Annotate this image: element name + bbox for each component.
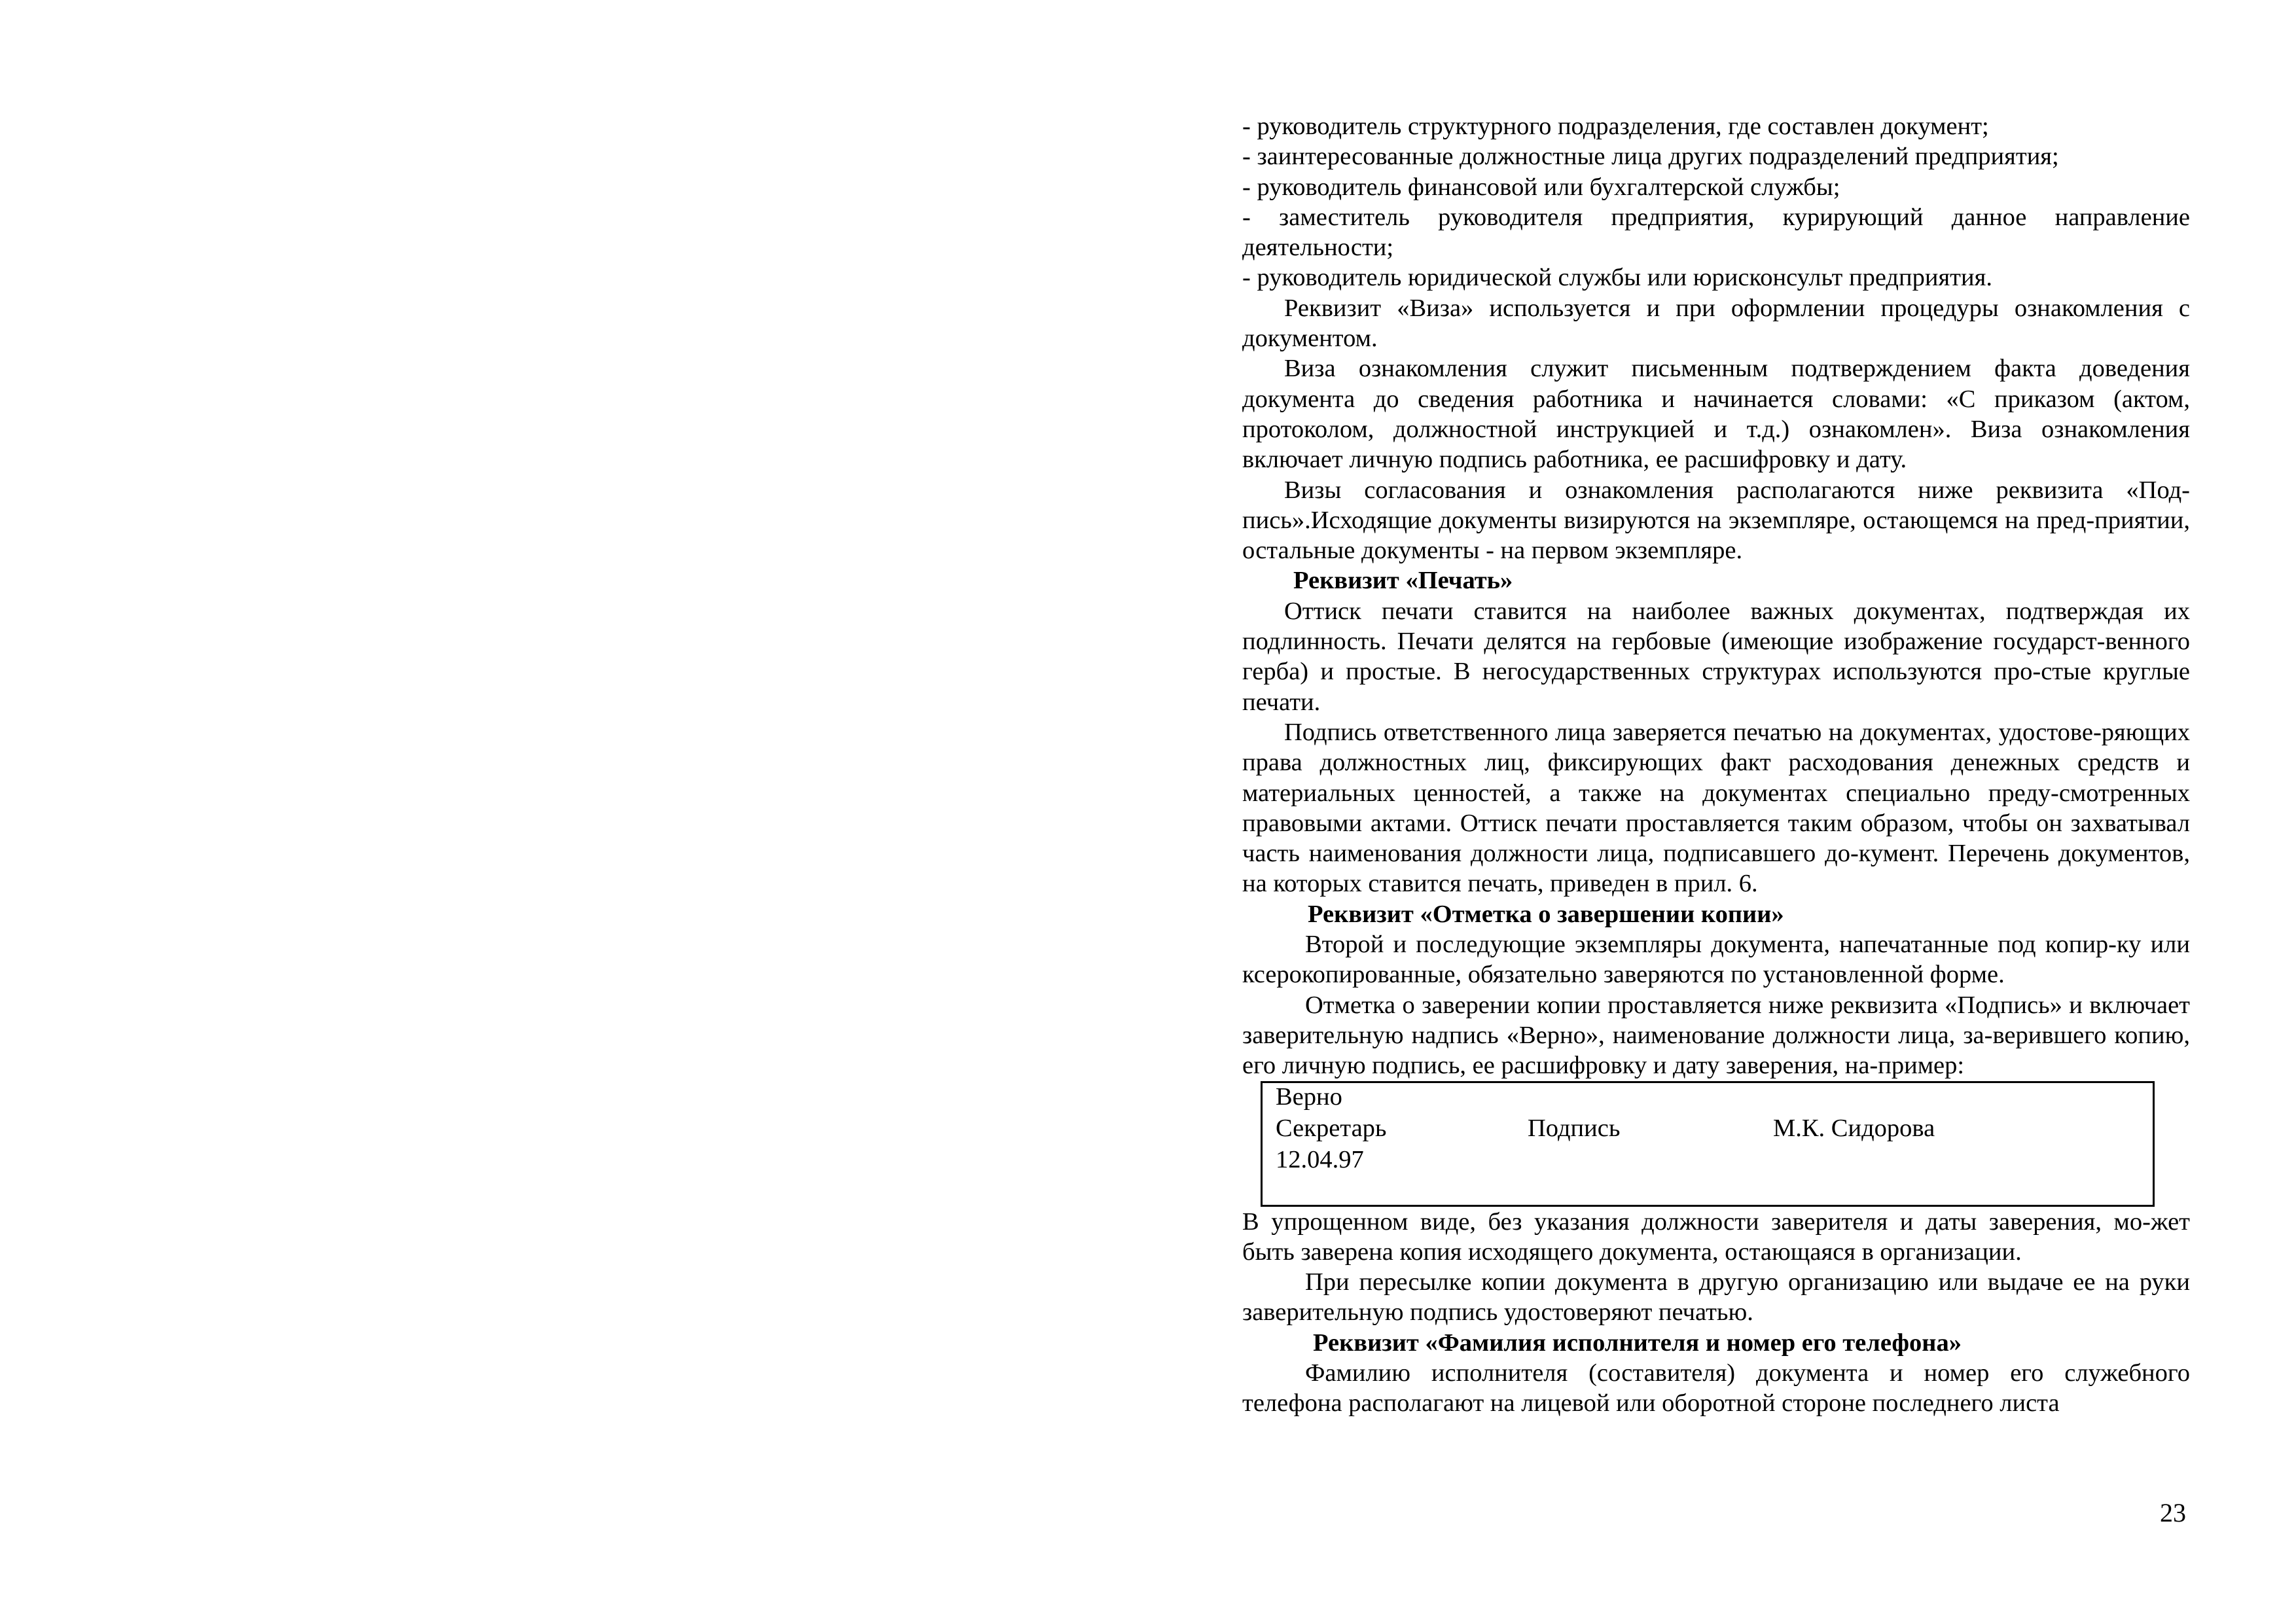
list-item: - заместитель руководителя предприятия, курирующий данное направление деятельности;: [1242, 203, 2190, 262]
sample-verno: Верно: [1276, 1082, 1342, 1111]
paragraph-simplified: В упрощенном виде, без указания должности заверителя и даты заверения, мо-жет быть заверена копия исходящего документа, остающаяся в организации.: [1242, 1207, 2190, 1266]
paragraph-kopia-1: Второй и последующие экземпляры документа, напечатанные под копир-ку или ксерокопированные, обязательно заверяются по установленной форме.: [1242, 931, 2190, 989]
paragraph-peresylka: При пересылке копии документа в другую организацию или выдаче ее на руки заверительную подпись удостоверяют печатью.: [1242, 1268, 2190, 1327]
heading-ispolnitel: Реквизит «Фамилия исполнителя и номер его телефона»: [1313, 1329, 1962, 1357]
paragraph-viza-usage: Реквизит «Виза» используется и при оформлении процедуры ознакомления с документом.: [1242, 294, 2190, 353]
page-number: 23: [2160, 1498, 2186, 1527]
sample-signature: Подпись: [1528, 1114, 1621, 1142]
paragraph-ispolnitel: Фамилию исполнителя (составителя) документа и номер его служебного телефона располагают на лицевой или оборотной стороне последнего листа: [1242, 1359, 2190, 1418]
list-item: - руководитель структурного подразделения, где составлен документ;: [1242, 113, 1989, 140]
sample-name: М.К. Сидорова: [1773, 1114, 1935, 1142]
paragraph-viza-placement: Визы согласования и ознакомления располагаются ниже реквизита «Под-пись».Исходящие документы визируются на экземпляре, остающемся на пред-приятии, остальные документы - на первом экземпляре.: [1242, 476, 2190, 565]
certification-sample-box: [1261, 1081, 2155, 1207]
sample-position: Секретарь: [1276, 1114, 1387, 1142]
list-item: - заинтересованные должностные лица других подразделений предприятия;: [1242, 143, 2059, 171]
paragraph-pechat-1: Оттиск печати ставится на наиболее важных документах, подтверждая их подлинность. Печати делятся на гербовые (имеющие изображение государст-венного герба) и простые. В негосударственных структурах используются про-стые круглые печати.: [1242, 597, 2190, 716]
paragraph-kopia-2: Отметка о заверении копии проставляется ниже реквизита «Подпись» и включает заверительную надпись «Верно», наименование должности лица, за-верившего копию, его личную подпись, ее расшифровку и дату заверения, на-пример:: [1242, 991, 2190, 1080]
list-item: - руководитель финансовой или бухгалтерской службы;: [1242, 173, 1840, 201]
heading-kopia: Реквизит «Отметка о завершении копии»: [1308, 900, 1784, 928]
list-item: - руководитель юридической службы или юрисконсульт предприятия.: [1242, 264, 1992, 292]
document-page: [1242, 111, 2190, 1419]
heading-pechat: Реквизит «Печать»: [1293, 567, 1513, 595]
sample-date: 12.04.97: [1276, 1145, 1364, 1173]
paragraph-viza-ozn: Виза ознакомления служит письменным подтверждением факта доведения документа до сведения работника и начинается словами: «С приказом (актом, протоколом, должностной инструкцией и т.д.) ознакомлен». Виза ознакомления включает личную подпись работника, ее расшифровку и дату.: [1242, 355, 2190, 474]
paragraph-pechat-2: Подпись ответственного лица заверяется печатью на документах, удостове-ряющих права должностных лиц, фиксирующих факт расходования денежных средств и материальных ценностей, а также на документах специально преду-смотренных правовыми актами. Оттиск печати проставляется таким образом, чтобы он захватывал часть наименования должности лица, подписавшего до-кумент. Перечень документов, на которых ставится печать, приведен в прил. 6.: [1242, 718, 2190, 898]
